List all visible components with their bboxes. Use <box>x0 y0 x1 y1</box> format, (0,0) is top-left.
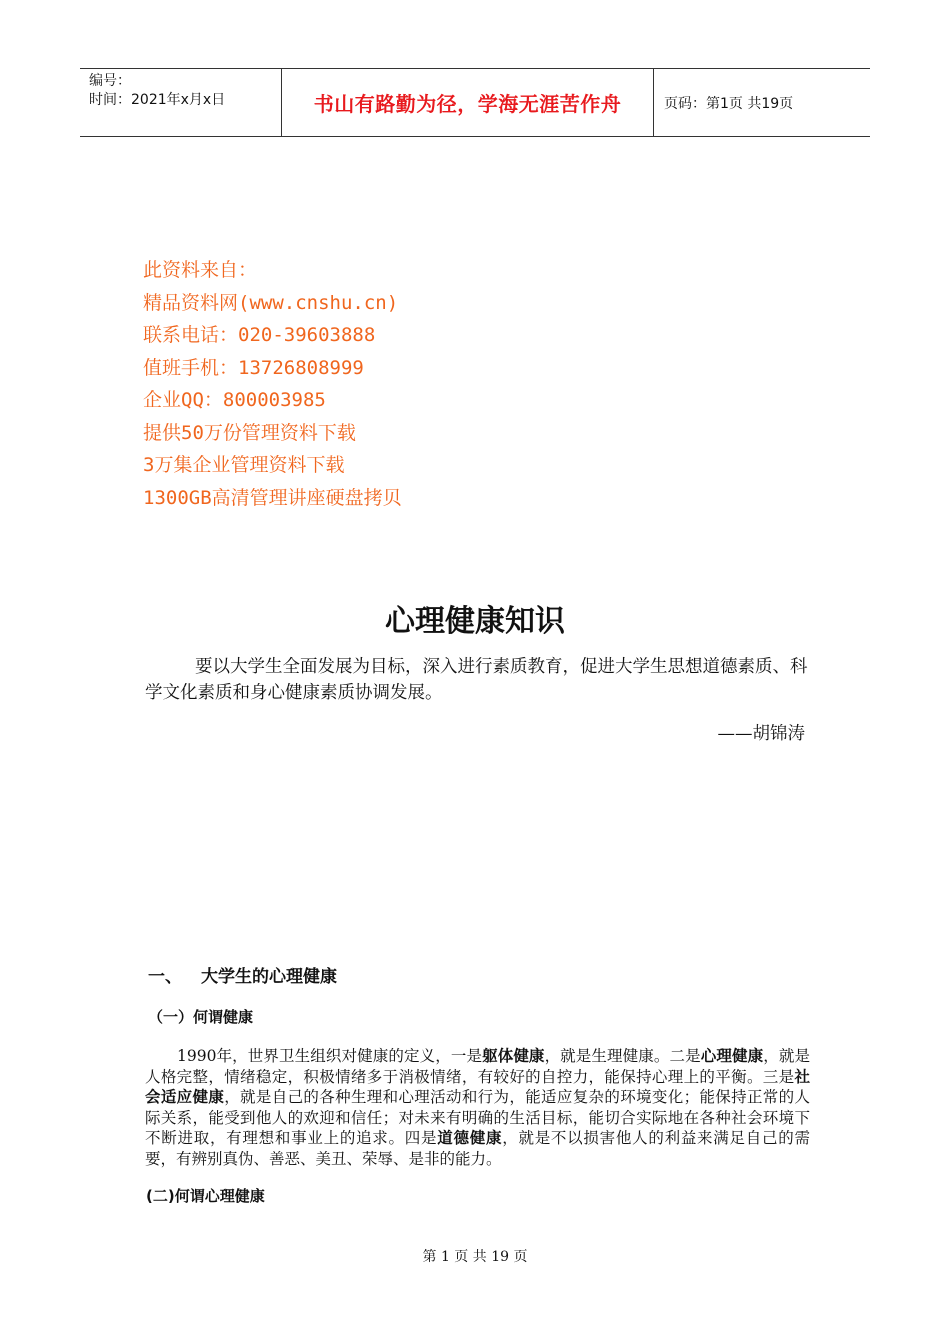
page-info: 页码：第1页 共19页 <box>664 95 794 112</box>
header-meta-cell <box>80 69 282 136</box>
paragraph-text: ，就是生理健康。二是 <box>544 1047 701 1065</box>
source-line: 1300GB高清管理讲座硬盘拷贝 <box>143 486 402 509</box>
source-line: 企业QQ：800003985 <box>143 389 326 411</box>
body-paragraph <box>145 1046 810 1169</box>
page-title: 心理健康知识 <box>385 604 565 639</box>
source-line: 提供50万份管理资料下载 <box>143 421 356 444</box>
quote-text: 要以大学生全面发展为目标，深入进行素质教育，促进大学生思想道德素质、科学文化素质和身心健康素质协调发展。 <box>145 657 808 703</box>
paragraph-bold: 心理健康 <box>700 1047 764 1065</box>
header-page-cell <box>654 69 870 136</box>
paragraph-text: ，就是自己的各种生理和心理活动和行为，能适应复杂的环境变化；能保持正常的人际关系，能受到他人的欢迎和信任；对未来有明确的生活目标，能切合实际地在各种社会环境下不断进取，有理想和事业上的追求。四是 <box>145 1088 810 1147</box>
section-heading <box>148 962 337 987</box>
paragraph-text: ，就是人格完整，情绪稳定，积极情绪多于消极情绪，有较好的自控力，能保持心理上的平衡。三是 <box>145 1047 810 1086</box>
section-number: 一、 <box>148 967 182 987</box>
source-line: 精品资料网(www.cnshu.cn) <box>143 291 399 314</box>
section-title: 大学生的心理健康 <box>201 967 337 987</box>
header-motto-cell <box>282 69 654 136</box>
source-line: 值班手机：13726808999 <box>143 356 364 379</box>
source-line: 联系电话：020-39603888 <box>143 324 376 346</box>
source-block <box>143 254 402 514</box>
source-line: 3万集企业管理资料下载 <box>143 454 345 476</box>
source-line: 此资料来自： <box>143 259 258 281</box>
number-label: 编号： <box>89 73 131 89</box>
subsection-heading: (二)何谓心理健康 <box>146 1187 265 1205</box>
quote-author: ——胡锦涛 <box>717 724 805 744</box>
paragraph-text: 1990年，世界卫生组织对健康的定义，一是 <box>177 1047 483 1065</box>
paragraph-bold: 道德健康 <box>437 1129 503 1147</box>
paragraph-text: ，就是不以损害他人的利益来满足自己的需要，有辨别真伪、善恶、美丑、荣辱、是非的能力。 <box>145 1129 810 1168</box>
page-footer: 第 1 页 共 19 页 <box>422 1249 528 1265</box>
header-table <box>80 68 870 137</box>
motto: 书山有路勤为径，学海无涯苦作舟 <box>313 92 622 116</box>
paragraph-bold: 社会适应健康 <box>145 1067 810 1106</box>
time-label: 时间：2021年x月x日 <box>89 92 226 108</box>
paragraph-bold: 躯体健康 <box>482 1047 545 1065</box>
subsection-heading: （一）何谓健康 <box>148 1008 254 1026</box>
